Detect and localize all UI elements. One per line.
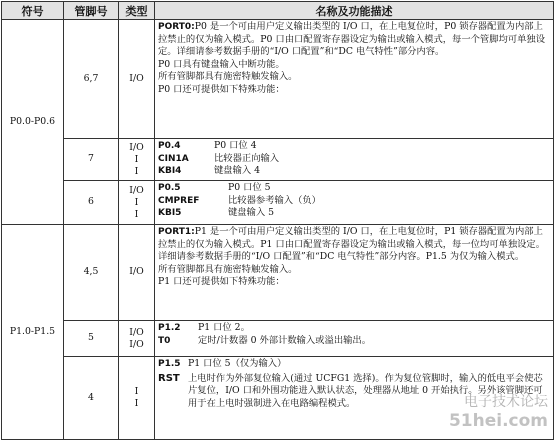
desc-line: P1 口还可提供如下特殊功能： (158, 276, 285, 288)
type-line: I (134, 196, 139, 208)
func-key: CIN1A (158, 153, 189, 164)
func-value: P0 口位 4 (214, 140, 257, 151)
func-key: P0.4 (158, 141, 181, 151)
table-row (2, 225, 554, 321)
func-line (158, 182, 550, 195)
type-line: I/O (129, 338, 144, 350)
watermark-site: 51hei.com (448, 411, 548, 431)
table-row (2, 357, 554, 440)
desc-line: P0 口具有键盘输入中断功能。 (158, 58, 285, 70)
type-cell (119, 357, 155, 440)
func-key: KBI5 (158, 208, 182, 219)
table-row (2, 321, 554, 357)
func-value: 比较器参考输入（负） (228, 194, 321, 206)
watermark-line: 电子技术论坛 (464, 394, 548, 410)
symbol-cell: P0.0-P0.6 (2, 20, 64, 225)
type-line: I/O (129, 141, 144, 153)
func-value: P0 口位 5 (228, 182, 271, 193)
func-line (158, 195, 550, 208)
description-cell (155, 321, 554, 357)
pin-cell: 4 (64, 357, 119, 440)
func-line (158, 335, 550, 348)
desc-line: 所有管脚都具有施密特触发输入。 (158, 263, 298, 275)
func-key: KBI4 (158, 166, 182, 177)
func-line (158, 153, 550, 166)
type-line: I/O (129, 72, 144, 84)
description-cell (155, 357, 554, 440)
header-symbol: 符号 (2, 2, 64, 20)
symbol-cell: P1.0-P1.5 (2, 225, 64, 440)
func-key: RST (158, 372, 180, 384)
type-cell (119, 225, 155, 321)
func-value: 键盘输入 5 (228, 207, 275, 219)
table-header-row (2, 2, 554, 20)
func-key: T0 (158, 335, 171, 346)
port-label: PORT1: (158, 227, 195, 237)
func-value: 定时/计数器 0 外部计数输入或溢出输出。 (198, 334, 372, 346)
desc-line: 所有管脚都具有施密特触发输入。 (158, 71, 298, 83)
pin-cell: 7 (64, 139, 119, 181)
func-key: P1.5 (158, 359, 181, 369)
func-line (158, 140, 550, 153)
header-type: 类型 (119, 2, 155, 20)
port-label: PORT0: (158, 22, 195, 32)
pin-cell: 5 (64, 321, 119, 357)
func-line (158, 322, 550, 335)
func-line (158, 207, 550, 220)
type-line: I (134, 386, 139, 397)
func-line (158, 358, 550, 371)
description-cell (155, 139, 554, 181)
func-line (158, 373, 550, 411)
func-value: 键盘输入 4 (214, 165, 261, 177)
pin-cell: 4,5 (64, 225, 119, 321)
desc-line (158, 226, 550, 264)
description-cell (155, 181, 554, 225)
desc-line (158, 21, 550, 59)
type-cell (119, 139, 155, 181)
type-line: I (134, 398, 139, 409)
type-line: I (134, 153, 139, 165)
type-line: I/O (129, 266, 144, 278)
table-row (2, 20, 554, 139)
func-key: CMPREF (158, 195, 200, 206)
desc-text: P0 是一个可由用户定义输出类型的 I/O 口，在上电复位时，P0 锁存器配置为内部上拉禁止的仅为输入模式。P0 口由口配置寄存器设定为输出或输入模式，每一个管脚均可单独设定。详细请参考数据手册的“I/O 口配置”和“DC 电气特性”部分内容。 (158, 21, 546, 58)
func-line (158, 165, 550, 178)
desc-text: P1 是一个可由用户定义输出类型的 I/O 口，在上电复位时，P1 锁存器配置为内部上拉禁止的仅为输入模式。P1 口由口配置寄存器设定为输出或输入模式，每一位均可单独设定。详细请参考数据手册的“I/O 口配置”和“DC 电气特性”部分内容。P1.5 为仅为输入模式。 (158, 226, 546, 263)
pin-description-table (1, 1, 554, 440)
func-value: 比较器正向输入 (214, 152, 280, 164)
table-row (2, 181, 554, 225)
func-value: P1 口位 2。 (198, 322, 250, 333)
func-value: 上电时作为外部复位输入(通过 UCFG1 选择)。作为复位管脚时，输入的低电平会使芯片复位，I/O 口和外围功能进入默认状态，处理器从地址 0 开始执行。另外该管脚还可用于在上电时强制进入在电路编程模式。 (188, 372, 543, 409)
desc-line: P0 口还可提供如下特殊功能： (158, 83, 285, 95)
type-line: I/O (129, 184, 144, 196)
header-description: 名称及功能描述 (155, 2, 554, 20)
func-key: P1.2 (158, 323, 181, 333)
type-cell (119, 20, 155, 139)
type-line: I/O (129, 326, 144, 338)
type-cell (119, 321, 155, 357)
header-pin: 管脚号 (64, 2, 119, 20)
table-row (2, 139, 554, 181)
description-cell (155, 20, 554, 139)
func-value: P1 口位 5（仅为输入） (188, 358, 287, 369)
description-cell (155, 225, 554, 321)
pin-cell: 6,7 (64, 20, 119, 139)
pin-cell: 6 (64, 181, 119, 225)
type-cell (119, 181, 155, 225)
type-line: I (134, 208, 139, 220)
type-line: I (134, 165, 139, 177)
func-key: P0.5 (158, 183, 181, 193)
